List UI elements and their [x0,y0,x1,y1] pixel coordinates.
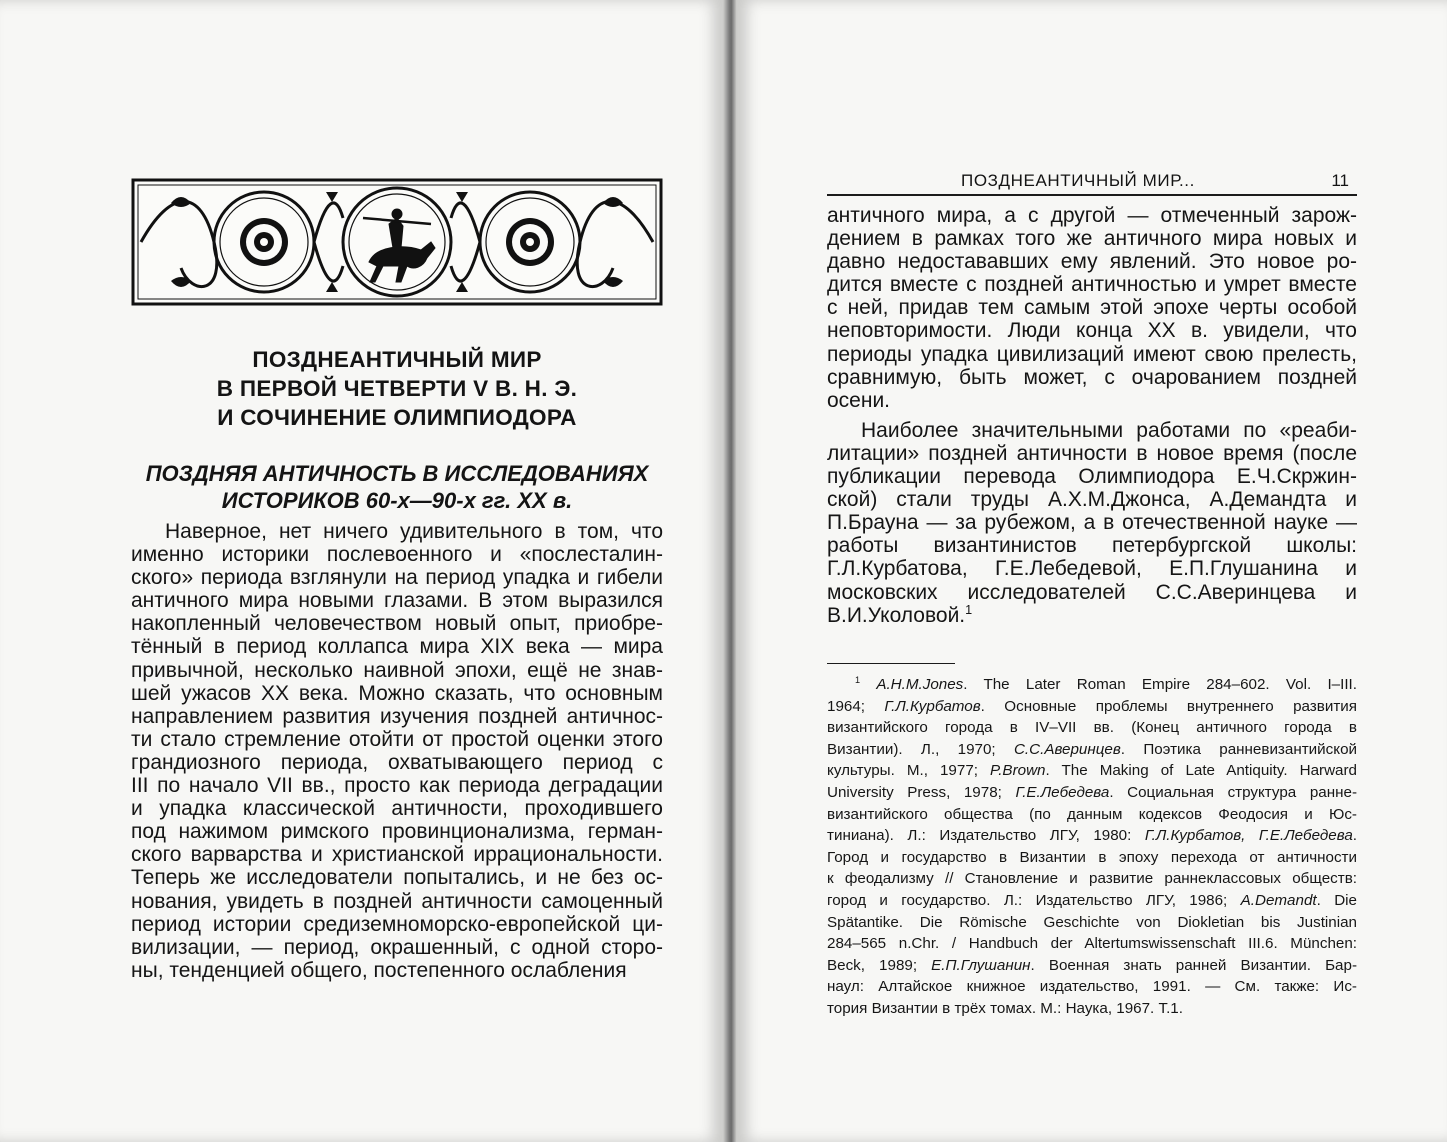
footnote-text: тиниана). Л.: Издательство ЛГУ, 1980: [827,827,1145,845]
text-line: ского» периода взглянули на период упадка и гибели [131,566,663,590]
paragraph [827,419,1357,627]
footnote-text: . Социальная структура ранне- [1109,783,1358,801]
text-line: публикации перевода Олимпиодора Е.Ч.Скржин- [827,465,1357,489]
footnote-number: 1 [855,674,861,685]
text-line: литации» поздней античности в новое время (после [827,441,1357,465]
footnote-text: . The Making of Late Antiquity. Harward [1045,762,1357,780]
footnote-line [827,804,1357,826]
left-page [0,0,723,1142]
footnote-line [827,955,1357,977]
footnote-reference[interactable]: 1 [965,602,973,617]
footnote-text: . [1352,827,1357,845]
footnote-text: 1964; [827,697,885,715]
text-line: дится вместе с поздней античностью и умрет вместе [827,273,1357,297]
author-name: P.Brown [990,762,1046,780]
footnote-line [827,674,1357,696]
left-body-text [131,520,663,982]
footnote-text: город и государство. Л.: Издательство ЛГУ, 1986; [827,891,1241,909]
author-name: Г.Е.Лебедева [1015,783,1110,801]
paragraph [131,520,663,982]
text-line: П.Брауна — за рубежом, а в отечественной науке — [827,511,1357,535]
footnote-line [827,976,1357,998]
text-line: дением в рамках того же античного мира новых и [827,227,1357,251]
footnote-line [827,912,1357,934]
footnote-line [827,868,1357,890]
rosette-left-icon [240,218,288,266]
page-number: 11 [1331,171,1349,190]
author-name: Г.Л.Курбатов, Г.Е.Лебедева [1144,827,1353,845]
text-line: В.И.Уколовой.$^1$ [827,602,973,627]
text-line: периоды упадка цивилизаций имеют свою прелесть, [827,342,1357,366]
footnote-line [827,890,1357,912]
footnote-text: наул: Алтайское книжное издательство, 1991. — См. также: Ис- [827,978,1357,996]
rosette-right-icon [506,218,554,266]
text-line: античного мира, а с другой — отмеченный зарож- [827,204,1357,227]
footnote-line [827,933,1357,955]
text-line: III по начало VII вв., просто как периода деградации [131,774,663,798]
footnote-text: Spätantike. Die Römische Geschichte von Diokletian bis Justinian [827,913,1357,931]
paragraph [827,204,1357,412]
text-line: нования, увидеть в поздней античности самоценный [131,889,663,913]
footnote-text: Beck, 1989; [827,956,932,974]
footnote-text: византийского города в IV–VII вв. (Конец античного города в [827,719,1357,737]
footnote-text: тория Византии в трёх томах. М.: Наука, 1967. Т.1. [827,999,1183,1017]
text-line: неповторимости. Люди конца ХХ в. увидели, что [827,319,1357,343]
running-head [827,170,1357,196]
running-head-title: ПОЗДНЕАНТИЧНЫЙ МИР... [961,171,1195,190]
text-line: и упадка классической античности, проходившего [131,797,663,821]
text-line: Наиболее значительными работами по «реаби- [861,418,1357,442]
text-line: ского варварства и христианской иррациональности. [131,843,663,867]
text-line: Наверное, нет ничего удивительного в том, что [165,520,663,543]
footnote-text: Город и государство в Византии в эпоху перехода от античности [827,848,1357,866]
footnote-text: 284–565 n.Chr. / Handbuch der Altertumswissenschaft III.6. München: [827,935,1357,953]
footnote-text: византийского общества (по данным кодексов Феодосия и Юс- [827,805,1357,823]
chapter-title-line: И СОЧИНЕНИЕ ОЛИМПИОДОРА [217,405,577,430]
chapter-title [131,345,663,432]
author-name: A.Demandt [1240,891,1317,909]
footnote-line [827,696,1357,718]
footnote-line [827,782,1357,804]
footnote-separator [827,663,955,664]
footnote-line [827,717,1357,739]
author-name: A.H.M.Jones [876,676,964,693]
text-line: ти стало стремление отойти от простой оценки этого [131,727,663,751]
chapter-subtitle-line: ПОЗДНЯЯ АНТИЧНОСТЬ В ИССЛЕДОВАНИЯХ [145,461,649,486]
footnote-line [827,847,1357,869]
text-line: с ней, придав тем самым этой эпохе черты особой [827,296,1357,320]
chapter-title-line: В ПЕРВОЙ ЧЕТВЕРТИ V В. Н. Э. [216,376,578,401]
text-line: работы византинистов петербургской школы: [827,534,1357,558]
text-line: античного мира новыми глазами. В этом выразился [131,589,663,613]
book-gutter [723,0,737,1142]
author-name: Г.Л.Курбатов [884,697,981,715]
text-line: направлением развития изучения поздней античнос- [131,704,663,728]
right-body-text [827,204,1357,627]
text-line: сравнимую, быть может, с очарованием поздней [827,365,1357,389]
footnote-text: University Press, 1978; [827,783,1016,801]
text-line: накопленный человечеством новый опыт, приобре- [131,612,663,636]
text-line: Г.Л.Курбатова, Г.Е.Лебедевой, Е.П.Глушанина и [827,557,1357,581]
text-line: привычной, несколько наивной эпохи, ещё не знав- [131,658,663,682]
text-line: давно недостававших ему явлений. Это новое ро- [827,250,1357,274]
footnote-line [827,998,1357,1020]
footnote-text: . Военная знать ранней Византии. Бар- [1030,956,1358,974]
text-line: осени. [827,388,891,412]
text-line: шей ужасов ХХ века. Можно сказать, что основным [131,681,663,705]
footnote-text: к феодализму // Становление и развитие раннеклассовых обществ: [827,870,1357,888]
chapter-subtitle [131,460,663,514]
footnote [827,674,1357,1020]
footnote-text: . Поэтика ранневизантийской [1120,740,1357,758]
footnote-text: . The Later Roman Empire 284–602. Vol. I–III. [963,676,1357,693]
footnote-text: культуры. М., 1977; [827,762,991,780]
text-line: вилизации, — период, окрашенный, с одной сторо- [131,935,663,959]
footnote-line [827,739,1357,761]
text-line: грандиозного периода, охватывающего период с [131,750,663,774]
footnote-line [827,825,1357,847]
author-name: С.С.Аверинцев [1013,740,1121,758]
text-line: тённый в период коллапса мира XIX века — мира [131,635,663,659]
footnote-text: . Основные проблемы внутреннего развития [980,697,1357,715]
footnote-text: . Die [1316,891,1357,909]
text-line: период истории средиземноморско-европейской ци- [131,912,663,936]
footnote-line [827,760,1357,782]
footnote-text: Византии). Л., 1970; [827,740,1014,758]
chapter-subtitle-line: ИСТОРИКОВ 60-х—90-х гг. ХХ в. [221,488,573,513]
text-line: ской) стали труды А.Х.М.Джонса, А.Демандта и [827,488,1357,512]
text-line: ны, тенденцией общего, постепенного ослабления [131,958,627,982]
text-line: под нажимом римского провинционализма, герман- [131,820,663,844]
ornamental-headpiece [131,178,663,306]
text-line: Теперь же исследователи попытались, и не без ос- [131,866,663,890]
chapter-title-line: ПОЗДНЕАНТИЧНЫЙ МИР [252,347,542,372]
author-name: Е.П.Глушанин [931,956,1031,974]
text-line: именно историки послевоенного и «послесталин- [131,543,663,567]
text-line: московских исследователей С.С.Аверинцева и [827,580,1357,604]
